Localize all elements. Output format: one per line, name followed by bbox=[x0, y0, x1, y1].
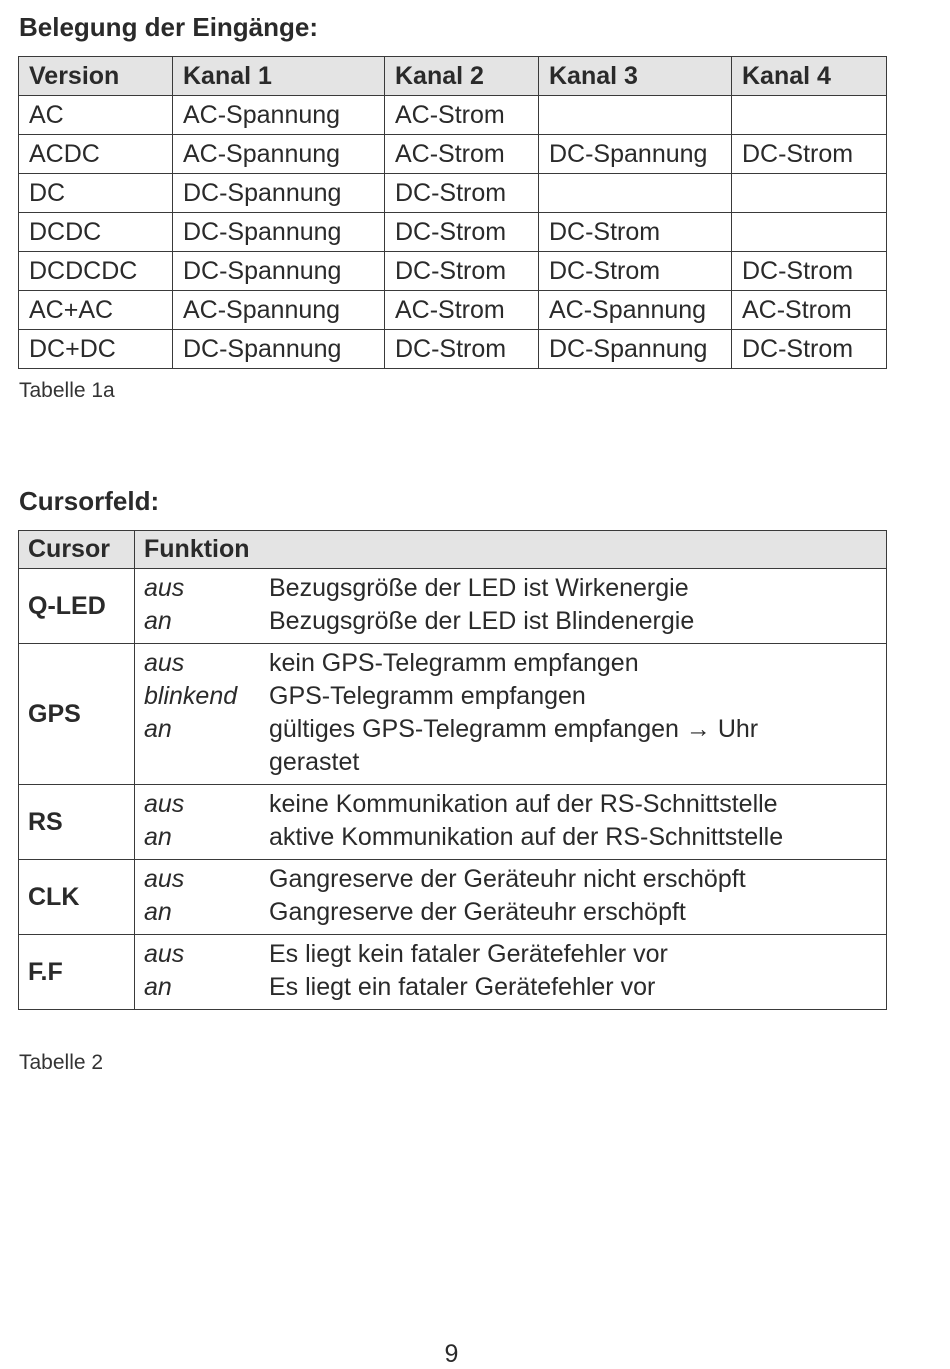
function-cell bbox=[135, 860, 887, 935]
column-header-funktion: Funktion bbox=[135, 531, 887, 569]
state-description: Es liegt ein fataler Gerätefehler vor bbox=[269, 973, 656, 1001]
table-cell: DC-Strom bbox=[385, 213, 539, 252]
state-description: keine Kommunikation auf der RS-Schnittstelle bbox=[269, 790, 778, 818]
table-header-row bbox=[19, 531, 887, 569]
table-cell: AC-Strom bbox=[732, 291, 887, 330]
section-title-cursor-field: Cursorfeld: bbox=[19, 486, 160, 516]
state-label: aus bbox=[144, 790, 185, 818]
state-label: an bbox=[144, 607, 172, 635]
state-label: an bbox=[144, 823, 172, 851]
table-cell: DC-Spannung bbox=[539, 330, 732, 369]
function-entry bbox=[144, 647, 886, 680]
table-cell: AC-Spannung bbox=[173, 96, 385, 135]
cursor-row-gps bbox=[19, 644, 887, 785]
table-cell: DC-Strom bbox=[539, 252, 732, 291]
table-cell bbox=[732, 174, 887, 213]
column-header-kanal-2: Kanal 2 bbox=[385, 57, 539, 96]
state-description: Gangreserve der Geräteuhr erschöpft bbox=[269, 898, 686, 926]
column-header-cursor: Cursor bbox=[19, 531, 135, 569]
state-description: Gangreserve der Geräteuhr nicht erschöpft bbox=[269, 865, 746, 893]
function-cell bbox=[135, 644, 887, 785]
function-entry bbox=[144, 572, 886, 605]
state-label: aus bbox=[144, 865, 185, 893]
state-label: aus bbox=[144, 649, 185, 677]
table-caption-1a: Tabelle 1a bbox=[19, 379, 115, 402]
function-entry bbox=[144, 605, 886, 638]
state-label: aus bbox=[144, 574, 185, 602]
table-cell: AC-Spannung bbox=[173, 135, 385, 174]
function-cell bbox=[135, 785, 887, 860]
table-header-row bbox=[19, 57, 887, 96]
state-description: Es liegt kein fataler Gerätefehler vor bbox=[269, 940, 668, 968]
table-cell: AC-Spannung bbox=[173, 291, 385, 330]
function-entry bbox=[144, 821, 886, 854]
cursor-label: GPS bbox=[19, 644, 135, 785]
column-header-kanal-1: Kanal 1 bbox=[173, 57, 385, 96]
table-row bbox=[19, 213, 887, 252]
function-entry bbox=[144, 938, 886, 971]
cursor-label: CLK bbox=[19, 860, 135, 935]
table-cell: DC-Spannung bbox=[539, 135, 732, 174]
table-cell bbox=[539, 174, 732, 213]
column-header-kanal-4: Kanal 4 bbox=[732, 57, 887, 96]
table-cell: ACDC bbox=[19, 135, 173, 174]
table-row bbox=[19, 252, 887, 291]
function-entry bbox=[144, 971, 886, 1004]
cursor-label: Q-LED bbox=[19, 569, 135, 644]
table-cell: DC bbox=[19, 174, 173, 213]
table-cell: AC-Strom bbox=[385, 96, 539, 135]
table-cell: DCDC bbox=[19, 213, 173, 252]
table-cell: DC-Spannung bbox=[173, 213, 385, 252]
function-cell bbox=[135, 569, 887, 644]
state-label: an bbox=[144, 973, 172, 1001]
table-cell: DC-Strom bbox=[732, 330, 887, 369]
cursor-row-clk bbox=[19, 860, 887, 935]
state-description: kein GPS-Telegramm empfangen bbox=[269, 649, 639, 677]
table-row bbox=[19, 135, 887, 174]
state-label: blinkend bbox=[144, 682, 238, 710]
state-description: gültiges GPS-Telegramm empfangen → Uhr gerastet bbox=[269, 715, 759, 776]
table-cell: AC-Strom bbox=[385, 135, 539, 174]
cursor-label: RS bbox=[19, 785, 135, 860]
table-cell bbox=[732, 96, 887, 135]
function-entry bbox=[144, 896, 886, 929]
table-cell: DC-Strom bbox=[385, 252, 539, 291]
state-label: aus bbox=[144, 940, 185, 968]
function-entry bbox=[144, 788, 886, 821]
table-cell: DC-Spannung bbox=[173, 252, 385, 291]
state-label: an bbox=[144, 715, 172, 743]
table-cell bbox=[732, 213, 887, 252]
state-description: Bezugsgröße der LED ist Wirkenergie bbox=[269, 574, 689, 602]
table-cell: DC-Strom bbox=[732, 135, 887, 174]
function-entry bbox=[144, 713, 886, 779]
table-cell: DC-Strom bbox=[539, 213, 732, 252]
table-cell bbox=[539, 96, 732, 135]
cursor-field-table bbox=[18, 530, 887, 1010]
table-row bbox=[19, 330, 887, 369]
table-cell: DC+DC bbox=[19, 330, 173, 369]
cursor-row-q-led bbox=[19, 569, 887, 644]
function-entry bbox=[144, 680, 886, 713]
state-description: GPS-Telegramm empfangen bbox=[269, 682, 586, 710]
table-cell: AC bbox=[19, 96, 173, 135]
table-cell: AC+AC bbox=[19, 291, 173, 330]
input-assignment-table bbox=[18, 56, 887, 369]
table-row bbox=[19, 174, 887, 213]
function-cell bbox=[135, 935, 887, 1010]
table-cell: DC-Strom bbox=[732, 252, 887, 291]
state-label: an bbox=[144, 898, 172, 926]
cursor-label: F.F bbox=[19, 935, 135, 1010]
table-cell: DC-Strom bbox=[385, 174, 539, 213]
table-caption-2: Tabelle 2 bbox=[19, 1051, 104, 1074]
table-row bbox=[19, 96, 887, 135]
section-title-inputs: Belegung der Eingänge: bbox=[19, 12, 319, 42]
table-cell: DC-Strom bbox=[385, 330, 539, 369]
cursor-row-ff bbox=[19, 935, 887, 1010]
table-cell: DC-Spannung bbox=[173, 174, 385, 213]
state-description: Bezugsgröße der LED ist Blindenergie bbox=[269, 607, 695, 635]
column-header-version: Version bbox=[19, 57, 173, 96]
table-cell: AC-Strom bbox=[385, 291, 539, 330]
table-cell: AC-Spannung bbox=[539, 291, 732, 330]
function-entry bbox=[144, 863, 886, 896]
table-cell: DC-Spannung bbox=[173, 330, 385, 369]
cursor-row-rs bbox=[19, 785, 887, 860]
table-cell: DCDCDC bbox=[19, 252, 173, 291]
column-header-kanal-3: Kanal 3 bbox=[539, 57, 732, 96]
page-number: 9 bbox=[444, 1340, 459, 1368]
state-description: aktive Kommunikation auf der RS-Schnittstelle bbox=[269, 823, 784, 851]
table-row bbox=[19, 291, 887, 330]
